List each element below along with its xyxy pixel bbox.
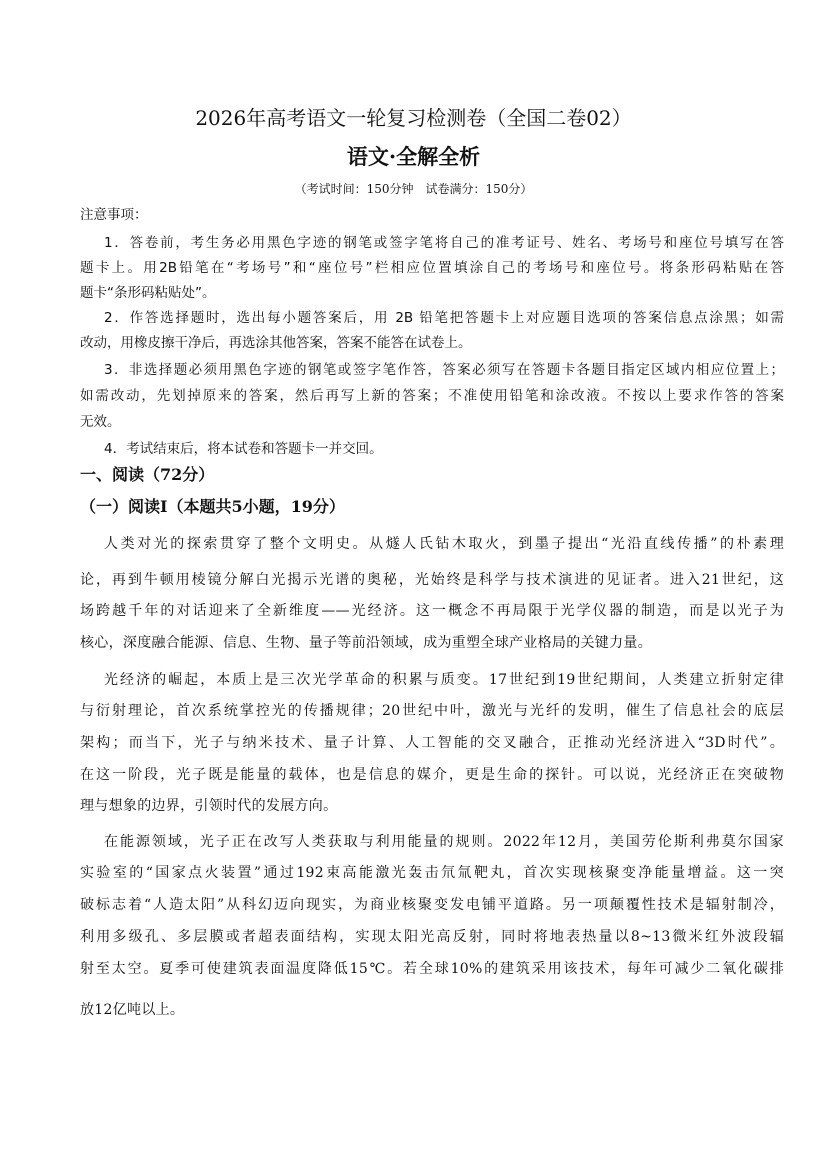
notice-line: 题卡“条形码粘贴处”。 — [80, 285, 216, 301]
notice-line: 1．答卷前，考生务必用黑色字迹的钢笔或签字笔将自己的准考证号、姓名、考场号和座位号填写在答 — [104, 235, 784, 251]
passage-line: 破标志着“人造太阳”从科幻迈向现实，为商业核聚变发电铺平道路。另一项颠覆性技术是辐射制冷， — [80, 897, 784, 913]
passage-line: 场跨越千年的对话迎来了全新维度——光经济。这一概念不再局限于光学仪器的制造，而是以光子为 — [80, 603, 784, 619]
passage-line: 理与想象的边界，引领时代的发展方向。 — [80, 798, 338, 814]
passage-line: 利用多级孔、多层膜或者超表面结构，实现太阳光高反射，同时将地表热量以8~13微米红外波段辐 — [80, 929, 784, 945]
notice-line: 如需改动，先划掉原来的答案，然后再写上新的答案；不准使用铅笔和涂改液。不按以上要求作答的答案 — [80, 388, 784, 404]
passage-line: 与衍射理论，首次系统掌控光的传播规律；20世纪中叶，激光与光纤的发明，催生了信息社会的底层 — [80, 703, 784, 719]
document-subtitle: 语文·全解全析 — [346, 144, 481, 169]
passage-line: 核心，深度融合能源、信息、生物、量子等前沿领域，成为重塑全球产业格局的关键力量。 — [80, 635, 652, 651]
document-title: 2026年高考语文一轮复习检测卷（全国二卷02） — [195, 106, 632, 130]
notice-line: 3．非选择题必须用黑色字迹的钢笔或签字笔作答，答案必须写在答题卡各题目指定区域内相应位置上； — [104, 362, 784, 378]
passage-line: 放12亿吨以上。 — [80, 1002, 185, 1018]
passage-line: 光经济的崛起，本质上是三次光学革命的积累与质变。17世纪到19世纪期间，人类建立折射定律 — [104, 672, 784, 688]
section-heading: 一、阅读（72分） — [80, 465, 215, 484]
passage-line: 架构；而当下，光子与纳米技术、量子计算、人工智能的交叉融合，正推动光经济进入“3D时代”。 — [80, 735, 784, 751]
exam-info: （考试时间：150分钟 试卷满分：150分） — [294, 182, 533, 196]
passage-line: 在这一阶段，光子既是能量的载体，也是信息的媒介，更是生命的探针。可以说，光经济正在突破物 — [80, 767, 784, 783]
passage-line: 在能源领域，光子正在改写人类获取与利用能量的规则。2022年12月，美国劳伦斯利弗莫尔国家 — [104, 834, 784, 850]
passage-line: 人类对光的探索贯穿了整个文明史。从燧人氏钻木取火，到墨子提出“光沿直线传播”的朴素理 — [104, 536, 784, 552]
notice-line: 无效。 — [80, 414, 121, 430]
passage-line: 实验室的“国家点火装置”通过192束高能激光轰击氘氚靶丸，首次实现核聚变净能量增益。这一突 — [80, 865, 784, 881]
notice-line: 2．作答选择题时，选出每小题答案后，用 2B 铅笔把答题卡上对应题目选项的答案信息点涂黑；如需 — [104, 310, 784, 326]
passage-line: 射至太空。夏季可使建筑表面温度降低15℃。若全球10%的建筑采用该技术，每年可减少二氧化碳排 — [80, 961, 784, 977]
notice-line: 题卡上。用2B铅笔在“考场号”和“座位号”栏相应位置填涂自己的考场号和座位号。将条形码粘贴在答 — [80, 260, 784, 276]
notice-heading: 注意事项： — [80, 207, 148, 223]
passage-line: 论，再到牛顿用棱镜分解白光揭示光谱的奥秘，光始终是科学与技术演进的见证者。进入21世纪，这 — [80, 572, 784, 588]
notice-line: 改动，用橡皮擦干净后，再选涂其他答案，答案不能答在试卷上。 — [80, 335, 472, 351]
notice-line: 4．考试结束后，将本试卷和答题卡一并交回。 — [104, 441, 383, 457]
section-subheading: （一）阅读Ⅰ（本题共5小题，19分） — [80, 497, 345, 516]
